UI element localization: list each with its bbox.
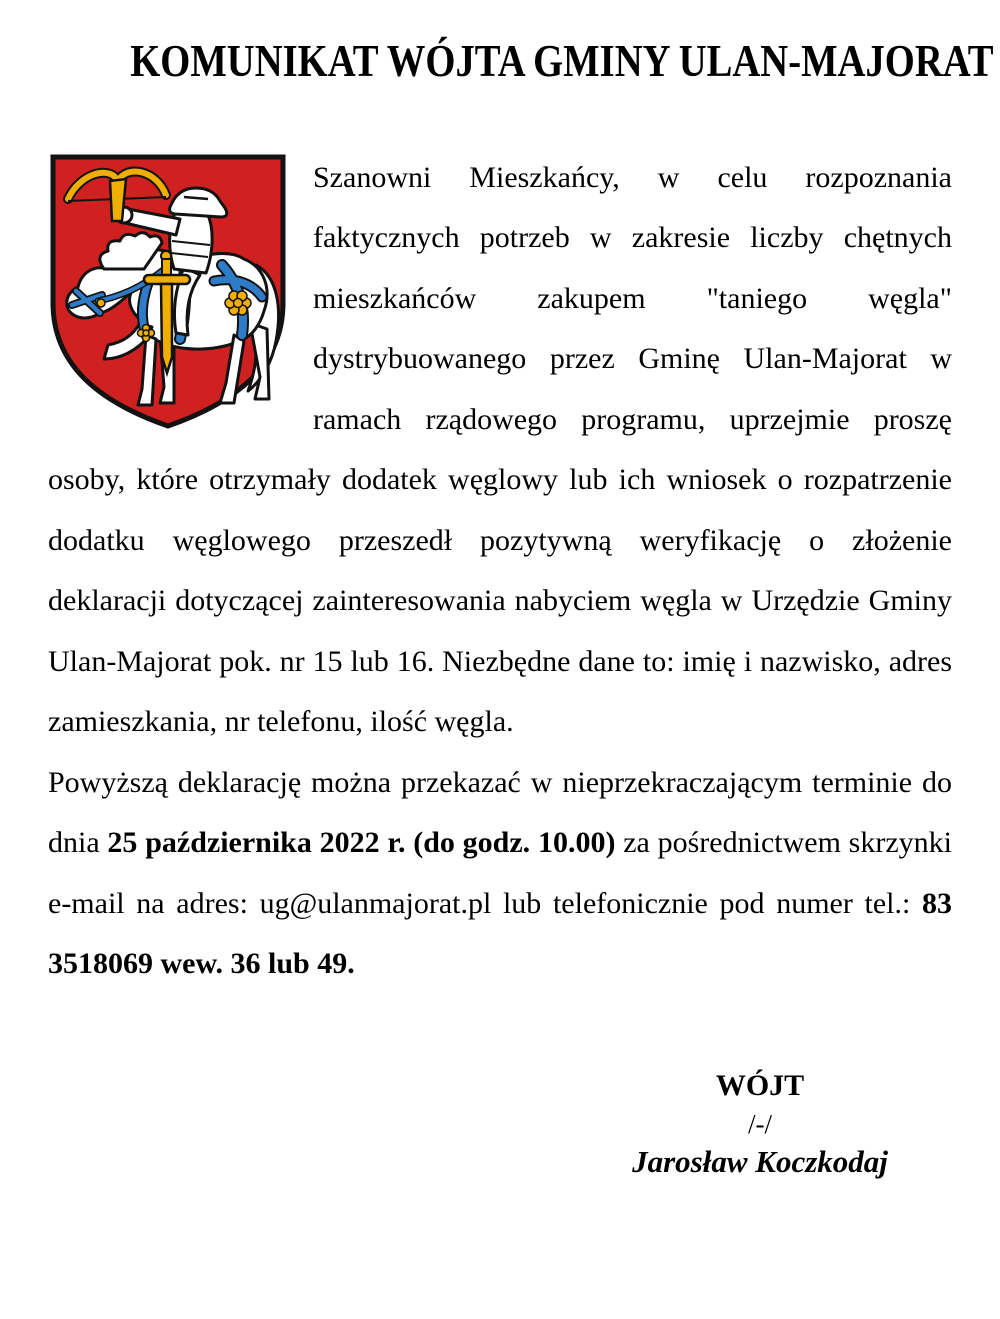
- body-paragraph-1: Szanowni Mieszkańcy, w celu rozpoznania faktycznych potrzeb w zakresie liczby chętnych mieszkańców zakupem "taniego węgla" dystrybuowanego przez Gminę Ulan-Majorat w ramach rządowego programu, uprzejmie proszę osoby, które otrzymały dodatek węglowy lub ich wniosek o rozpatrzenie dodatku węglowego przeszedł pozytywną weryfikację o złożenie deklaracji dotyczącej zainteresowania nabyciem węgla w Urzędzie Gminy Ulan-Majorat pok. nr 15 lub 16. Niezbędne dane to: imię i nazwisko, adres zamieszkania, nr telefonu, ilość węgla.: [48, 160, 952, 739]
- document-body: [48, 148, 952, 995]
- coat-of-arms-graphic: [48, 153, 288, 431]
- deadline-text: 25 października 2022 r. (do godz. 10.00): [107, 826, 616, 860]
- page-title: [48, 35, 994, 86]
- signature-role: WÓJT: [715, 1068, 805, 1102]
- paragraph-2-text: Powyższą deklarację można przekazać w nieprzekraczającym terminie do dnia: [48, 765, 952, 860]
- signature-block: [600, 1067, 920, 1181]
- page-title-text: KOMUNIKAT WÓJTA GMINY ULAN-MAJORAT: [130, 35, 994, 86]
- phone-number-text: 83 3518069 wew. 36 lub 49.: [48, 886, 952, 981]
- signature-name: Jarosław Koczkodaj: [632, 1143, 888, 1179]
- signature-mark: /-/: [748, 1108, 772, 1139]
- coat-of-arms: [48, 153, 288, 431]
- paragraph-2-text-continued: za pośrednictwem skrzynki e-mail na adres: ug@ulanmajorat.pl lub telefonicznie pod numer tel.:: [48, 826, 952, 920]
- body-paragraph-2: [48, 753, 952, 995]
